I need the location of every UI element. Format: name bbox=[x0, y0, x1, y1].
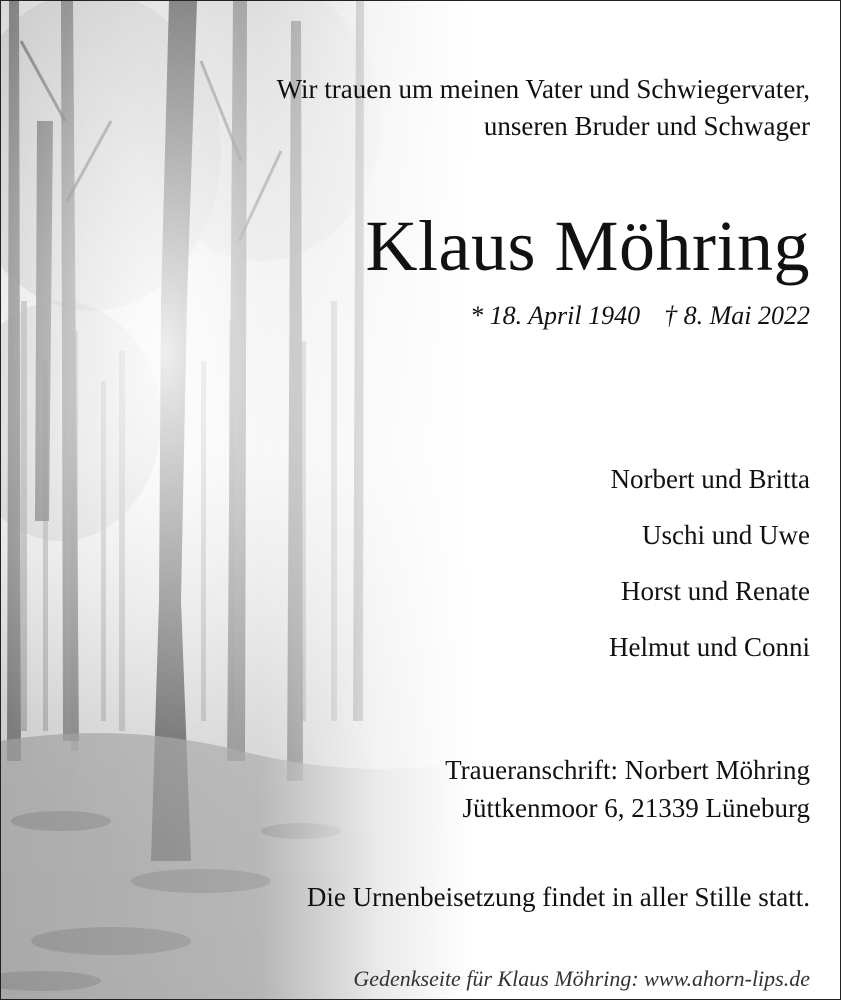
forest-background-image bbox=[1, 1, 471, 1000]
intro-line-1: Wir trauen um meinen Vater und Schwiegervater, bbox=[276, 74, 810, 104]
life-dates bbox=[470, 299, 810, 333]
mourner-item: Horst und Renate bbox=[621, 576, 810, 606]
intro-line-2: unseren Bruder und Schwager bbox=[483, 111, 810, 141]
death-date: † 8. Mai 2022 bbox=[664, 301, 810, 330]
address-line-1: Traueranschrift: Norbert Möhring bbox=[445, 755, 810, 785]
mourning-address bbox=[445, 751, 810, 827]
memorial-page-link[interactable]: Gedenkseite für Klaus Möhring: www.ahorn-lips.de bbox=[353, 966, 810, 991]
burial-note: Die Urnenbeisetzung findet in aller Stille statt. bbox=[306, 882, 810, 912]
intro-text bbox=[277, 71, 810, 145]
birth-date: * 18. April 1940 bbox=[470, 301, 641, 330]
mourner-item: Uschi und Uwe bbox=[642, 520, 810, 550]
deceased-name: Klaus Möhring bbox=[365, 206, 810, 286]
address-line-2: Jüttkenmoor 6, 21339 Lüneburg bbox=[462, 793, 810, 823]
mourner-item: Helmut und Conni bbox=[609, 632, 810, 662]
mourners-list bbox=[609, 451, 810, 675]
mourner-item: Norbert und Britta bbox=[610, 464, 810, 494]
